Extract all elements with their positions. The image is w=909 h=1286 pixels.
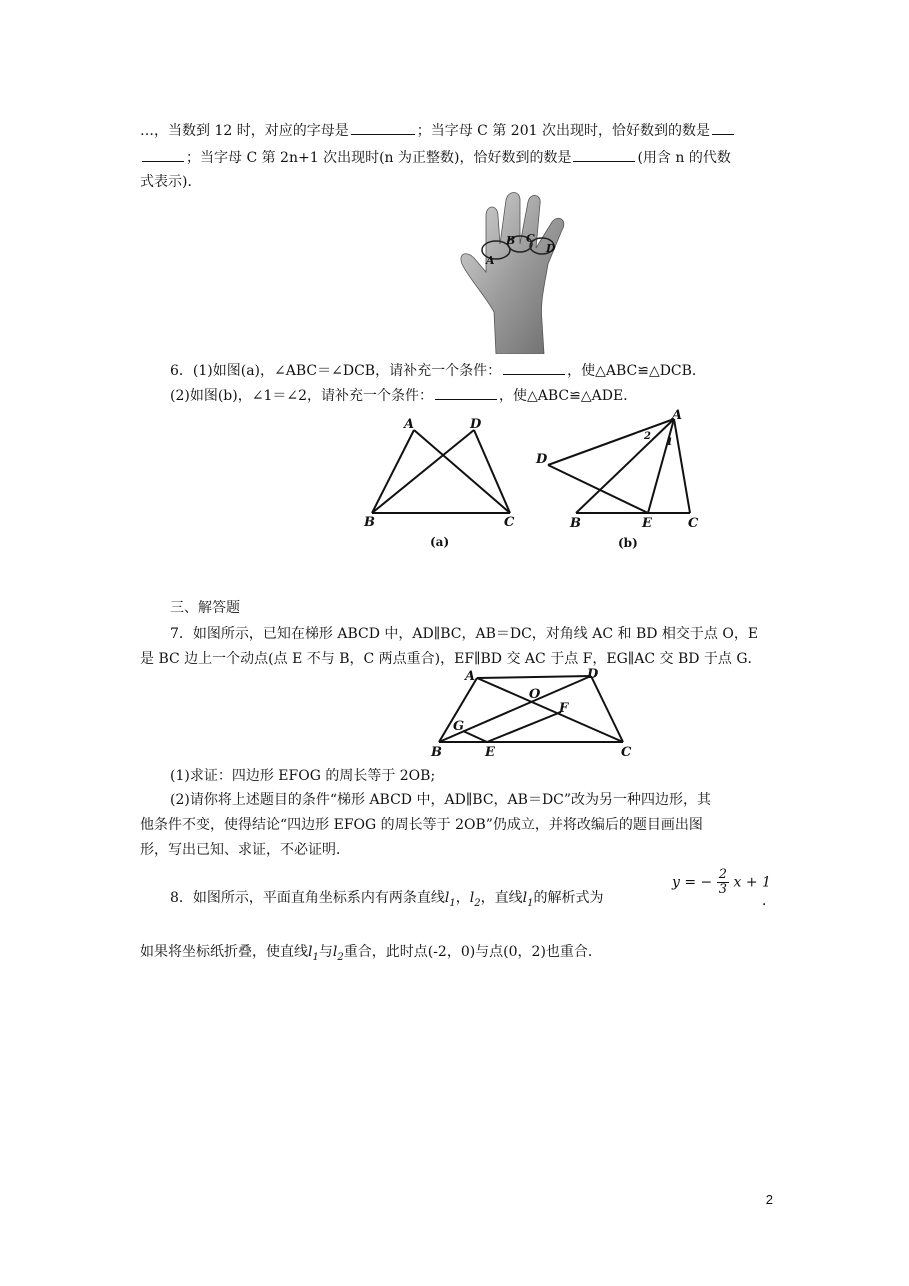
q7-line-2: 是 BC 边上一个动点(点 E 不与 B，C 两点重合)，EF∥BD 交 AC 于点 F，EG∥AC 交 BD 于点 G．: [140, 651, 762, 667]
hand-figure: [456, 192, 584, 354]
q6-part-2: (2)如图(b)，∠1＝∠2，请补充一个条件： ，使△ABC≌△ADE．: [170, 385, 637, 406]
answer-blank: [712, 120, 734, 135]
answer-blank: [573, 147, 635, 162]
figure-a: [358, 410, 528, 555]
trap-label-b: B: [431, 745, 442, 760]
hand-label-b: B: [506, 234, 516, 247]
fig-b-label-a: A: [672, 408, 683, 423]
q7-sub-1: (1)求证：四边形 EFOG 的周长等于 2OB;: [170, 768, 436, 784]
fig-b-caption: (b): [618, 536, 638, 550]
hand-label-d: D: [546, 242, 556, 255]
figure-b: [530, 405, 710, 555]
q6-part-1: 6．(1)如图(a)，∠ABC＝∠DCB，请补充一个条件： ，使△ABC≌△DCB．: [170, 360, 706, 381]
q7-sub-2-line-3: 形，写出已知、求证，不必证明．: [140, 842, 350, 858]
trap-label-o: O: [529, 687, 541, 702]
hand-label-c: C: [526, 232, 535, 245]
fig-b-label-d: D: [536, 452, 548, 467]
q5-line-1: …，当数到 12 时，对应的字母是 ；当字母 C 第 201 次出现时，恰好数到的数是: [140, 120, 736, 141]
hand-label-a: A: [486, 254, 495, 267]
section-title: 三、解答题: [170, 600, 240, 616]
fig-b-label-c: C: [688, 516, 699, 531]
trap-label-d: D: [587, 667, 599, 682]
page-number: 2: [765, 1192, 773, 1207]
answer-blank: [142, 147, 184, 162]
q8-line-1: 8．如图所示，平面直角坐标系内有两条直线$l_1$，$l_2$，直线$l_1$的解析式为: [170, 890, 604, 909]
q8-line-2: 如果将坐标纸折叠，使直线$l_1$与$l_2$重合，此时点(-2，0)与点(0，2)也重合．: [140, 944, 602, 963]
fig-a-label-a: A: [404, 417, 415, 432]
fig-b-angle-2: 2: [644, 431, 651, 442]
fig-b-label-e: E: [642, 516, 652, 531]
fig-a-label-d: D: [470, 417, 482, 432]
fig-b-angle-1: 1: [666, 437, 673, 448]
trap-label-e: E: [485, 745, 495, 760]
q7-line-1: 7．如图所示，已知在梯形 ABCD 中，AD∥BC，AB＝DC，对角线 AC 和 BD 相交于点 O，E: [170, 626, 759, 642]
fig-a-caption: (a): [430, 535, 450, 549]
trapezoid-figure: [425, 666, 640, 761]
fig-a-label-b: B: [364, 515, 375, 530]
hand-shape: [461, 193, 564, 355]
fraction: $\frac{2}{3}$: [718, 867, 728, 897]
q5-line-2: ；当字母 C 第 2n+1 次出现时(n 为正整数)，恰好数到的数是 (用含 n 的代数: [140, 147, 731, 168]
answer-blank: [503, 360, 565, 375]
fig-a-label-c: C: [504, 515, 515, 530]
trap-label-a: A: [465, 669, 476, 684]
q7-sub-2-line-1: (2)请你将上述题目的条件“梯形 ABCD 中，AD∥BC，AB＝DC”改为另一种四边形，其: [170, 792, 712, 808]
answer-blank: [435, 385, 497, 400]
q8-period: ．: [762, 893, 776, 909]
trap-label-g: G: [453, 719, 465, 734]
trap-label-f: F: [559, 701, 569, 716]
answer-blank: [351, 120, 415, 135]
q5-line-3: 式表示)．: [140, 174, 202, 190]
trap-label-c: C: [621, 745, 632, 760]
fig-b-label-b: B: [570, 516, 581, 531]
q8-equation: y = − $\frac{2}{3}$ x + 1: [672, 867, 771, 897]
q7-sub-2-line-2: 他条件不变，使得结论“四边形 EFOG 的周长等于 2OB”仍成立，并将改编后的题目画出图: [140, 817, 703, 833]
